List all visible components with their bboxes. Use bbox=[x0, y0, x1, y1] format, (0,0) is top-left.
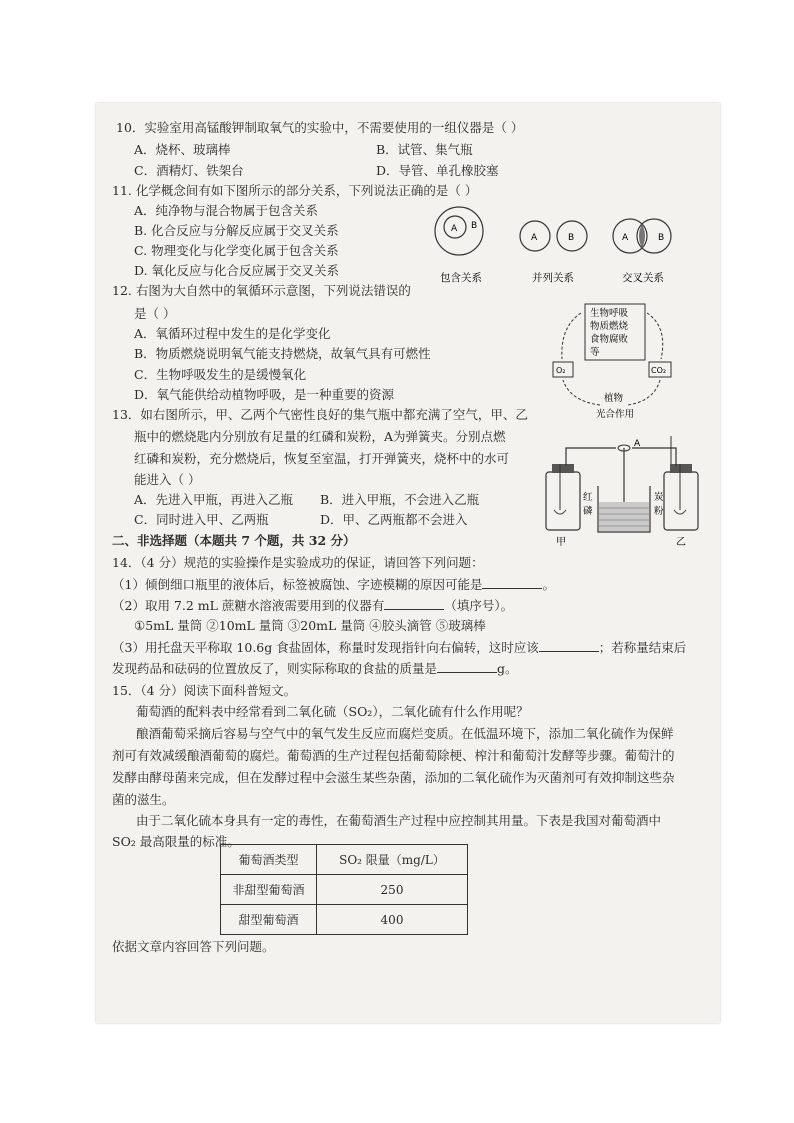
spoon-jia bbox=[554, 510, 566, 514]
arrow-o2-to-box bbox=[562, 313, 581, 359]
row2-wine-type: 甜型葡萄酒 bbox=[221, 905, 317, 935]
q15-para3-line1: 由于二氧化硫本身具有一定的毒性，在葡萄酒生产过程中应控制其用量。下表是我国对葡萄酒中 bbox=[136, 813, 662, 828]
co2-label: CO₂ bbox=[651, 366, 667, 375]
q15-para2-line2: 剂可有效减缓酿酒葡萄的腐烂。葡萄酒的生产过程包括葡萄除梗、榨汁和葡萄汁发酵等步骤。葡萄汁的 bbox=[112, 748, 675, 763]
q15-para2-line1: 酿酒葡萄采摘后容易与空气中的氧气发生反应而腐烂变质。在低温环境下，添加二氧化硫作为保鲜 bbox=[136, 726, 674, 741]
box-line2: 物质燃烧 bbox=[590, 321, 629, 332]
q14-part1-end: 。 bbox=[542, 577, 555, 592]
q13-line1: 13．如右图所示，甲、乙两个气密性良好的集气瓶中都充满了空气，甲、乙 bbox=[112, 407, 528, 422]
q13-option-c: C．同时进入甲、乙两瓶 bbox=[134, 512, 269, 527]
q11-option-b: B. 化合反应与分解反应属于交叉关系 bbox=[134, 223, 339, 238]
plant-label: 植物 bbox=[604, 393, 624, 404]
answer-blank-3[interactable] bbox=[539, 639, 599, 652]
q15-para2-line3: 发酵由酵母菌来完成，但在发酵过程中会滋生某些杂菌，添加的二氧化硫作为灭菌剂可有效抑制这些杂 bbox=[112, 770, 675, 785]
caption-intersect: 交叉关系 bbox=[622, 272, 664, 284]
q14-part1 bbox=[112, 576, 555, 593]
q15-para3-line2: SO₂ 最高限量的标准。 bbox=[112, 834, 240, 849]
q11-option-d: D. 氧化反应与化合反应属于交叉关系 bbox=[134, 263, 340, 278]
clip-label: A bbox=[634, 439, 641, 449]
table-header-row bbox=[221, 845, 468, 875]
arrow-box-to-co2 bbox=[647, 313, 663, 359]
carbon-powder-2: 粉 bbox=[654, 506, 664, 517]
answer-blank-2[interactable] bbox=[384, 597, 444, 610]
q10-option-d: D．导管、单孔橡胶塞 bbox=[376, 163, 499, 178]
contain-label-b: B bbox=[471, 221, 478, 231]
answer-blank-1[interactable] bbox=[482, 576, 542, 589]
outer-circle-b bbox=[435, 207, 483, 255]
q11-option-c: C. 物理变化与化学变化属于包含关系 bbox=[134, 243, 339, 258]
box-line3: 食物腐败 bbox=[590, 334, 629, 345]
spoon-yi bbox=[674, 510, 686, 514]
q13-line4: 能进入（ ） bbox=[134, 472, 201, 487]
parallel-label-b: B bbox=[568, 233, 575, 243]
q14-part2 bbox=[112, 597, 513, 614]
table-row bbox=[221, 875, 468, 905]
label-jia: 甲 bbox=[556, 537, 566, 548]
q11-option-a: A．纯净物与混合物属于包含关系 bbox=[134, 203, 319, 218]
q15-para1: 葡萄酒的配料表中经常看到二氧化硫（SO₂），二氧化硫有什么作用呢？ bbox=[136, 704, 529, 719]
box-line1: 生物呼吸 bbox=[590, 308, 629, 319]
q13-line2: 瓶中的燃烧匙内分别放有足量的红磷和炭粉，A为弹簧夹。分别点燃 bbox=[134, 429, 506, 444]
red-phosphorus-1: 红 bbox=[583, 492, 593, 503]
bottle-yi bbox=[664, 472, 698, 530]
q14-part1-text: （1）倾倒细口瓶里的液体后，标签被腐蚀、字迹模糊的原因可能是 bbox=[112, 577, 483, 592]
q12-stem-line1: 12. 右图为大自然中的氧循环示意图，下列说法错误的 bbox=[112, 283, 411, 298]
row1-so2-limit: 250 bbox=[317, 875, 468, 905]
header-so2-limit: SO₂ 限量（mg/L） bbox=[317, 845, 468, 875]
photosynthesis-label: 光合作用 bbox=[596, 409, 635, 420]
parallel-label-a: A bbox=[531, 233, 538, 243]
q12-stem-line2: 是（ ） bbox=[134, 306, 176, 321]
q14-stem: 14．（4 分）规范的实验操作是实验成功的保证，请回答下列问题： bbox=[112, 555, 484, 570]
caption-parallel: 并列关系 bbox=[532, 272, 574, 284]
q12-option-c: C．生物呼吸发生的是缓慢氧化 bbox=[134, 367, 307, 382]
row1-wine-type: 非甜型葡萄酒 bbox=[221, 875, 317, 905]
q12-option-d: D．氧气能供给动植物呼吸，是一种重要的资源 bbox=[134, 387, 395, 402]
q14-part3-text: （3）用托盘天平称取 10.6g 食盐固体，称量时发现指针向右偏转，这时应该 bbox=[112, 640, 539, 655]
q14-part3b-end: g。 bbox=[497, 661, 518, 676]
q15-stem: 15．（4 分）阅读下面科普短文。 bbox=[112, 683, 297, 698]
contain-label-a: A bbox=[451, 224, 458, 234]
q10-stem: 10．实验室用高锰酸钾制取氧气的实验中，不需要使用的一组仪器是（ ） bbox=[116, 120, 524, 135]
q14-part2-end: （填序号）。 bbox=[444, 598, 514, 613]
row2-so2-limit: 400 bbox=[317, 905, 468, 935]
q14-options: ①5mL 量筒 ②10mL 量筒 ③20mL 量筒 ④胶头滴管 ⑤玻璃棒 bbox=[134, 618, 486, 633]
q14-part3-end: ；若称量结束后 bbox=[598, 640, 687, 655]
q11-stem: 11. 化学概念间有如下图所示的部分关系，下列说法正确的是（ ） bbox=[112, 183, 478, 198]
q14-part3b bbox=[112, 660, 518, 677]
relationship-diagram bbox=[426, 205, 686, 285]
oxygen-cycle-diagram bbox=[546, 301, 686, 426]
answer-blank-4[interactable] bbox=[437, 660, 497, 673]
table-row bbox=[221, 905, 468, 935]
q10-option-a: A．烧杯、玻璃棒 bbox=[134, 142, 231, 157]
carbon-powder-1: 炭 bbox=[654, 492, 664, 503]
bottle-jia bbox=[546, 472, 580, 530]
q15-para2-line4: 菌的滋生。 bbox=[112, 792, 175, 807]
box-line4: 等 bbox=[590, 347, 600, 358]
q14-part3b-text: 发现药品和砝码的位置放反了，则实际称取的食盐的质量是 bbox=[112, 661, 438, 676]
label-yi: 乙 bbox=[676, 537, 686, 548]
so2-limit-table bbox=[220, 844, 468, 935]
q14-part2-text: （2）取用 7.2 mL 蔗糖水溶液需要用到的仪器有 bbox=[112, 598, 385, 613]
q13-option-b: B．进入甲瓶，不会进入乙瓶 bbox=[320, 492, 480, 507]
red-phosphorus-2: 磷 bbox=[583, 506, 593, 517]
section-2-heading: 二、非选择题（本题共 7 个题，共 32 分） bbox=[112, 533, 356, 548]
q15-instruction: 依据文章内容回答下列问题。 bbox=[112, 939, 275, 954]
caption-contain: 包含关系 bbox=[440, 272, 482, 284]
beaker-water bbox=[599, 502, 649, 531]
o2-label: O₂ bbox=[556, 366, 566, 375]
gas-bottle-apparatus bbox=[536, 428, 716, 548]
exam-page bbox=[96, 103, 720, 1023]
q10-option-b: B．试管、集气瓶 bbox=[376, 142, 473, 157]
q12-option-a: A．氧循环过程中发生的是化学变化 bbox=[134, 326, 331, 341]
q14-part3 bbox=[112, 639, 686, 656]
arrow-plant-to-o2 bbox=[563, 380, 600, 405]
q13-option-d: D．甲、乙两瓶都不会进入 bbox=[320, 512, 468, 527]
stopper-yi bbox=[670, 464, 692, 473]
arrow-co2-to-plant bbox=[628, 380, 660, 405]
q13-option-a: A．先进入甲瓶，再进入乙瓶 bbox=[134, 492, 294, 507]
intersect-label-a: A bbox=[622, 233, 629, 243]
q12-option-b: B．物质燃烧说明氧气能支持燃烧，故氧气具有可燃性 bbox=[134, 346, 431, 361]
q10-option-c: C．酒精灯、铁架台 bbox=[134, 163, 244, 178]
q13-line3: 红磷和炭粉，充分燃烧后，恢复至室温，打开弹簧夹，烧杯中的水可 bbox=[134, 451, 510, 466]
header-wine-type: 葡萄酒类型 bbox=[221, 845, 317, 875]
intersect-label-b: B bbox=[658, 233, 665, 243]
stopper-jia bbox=[552, 464, 574, 473]
